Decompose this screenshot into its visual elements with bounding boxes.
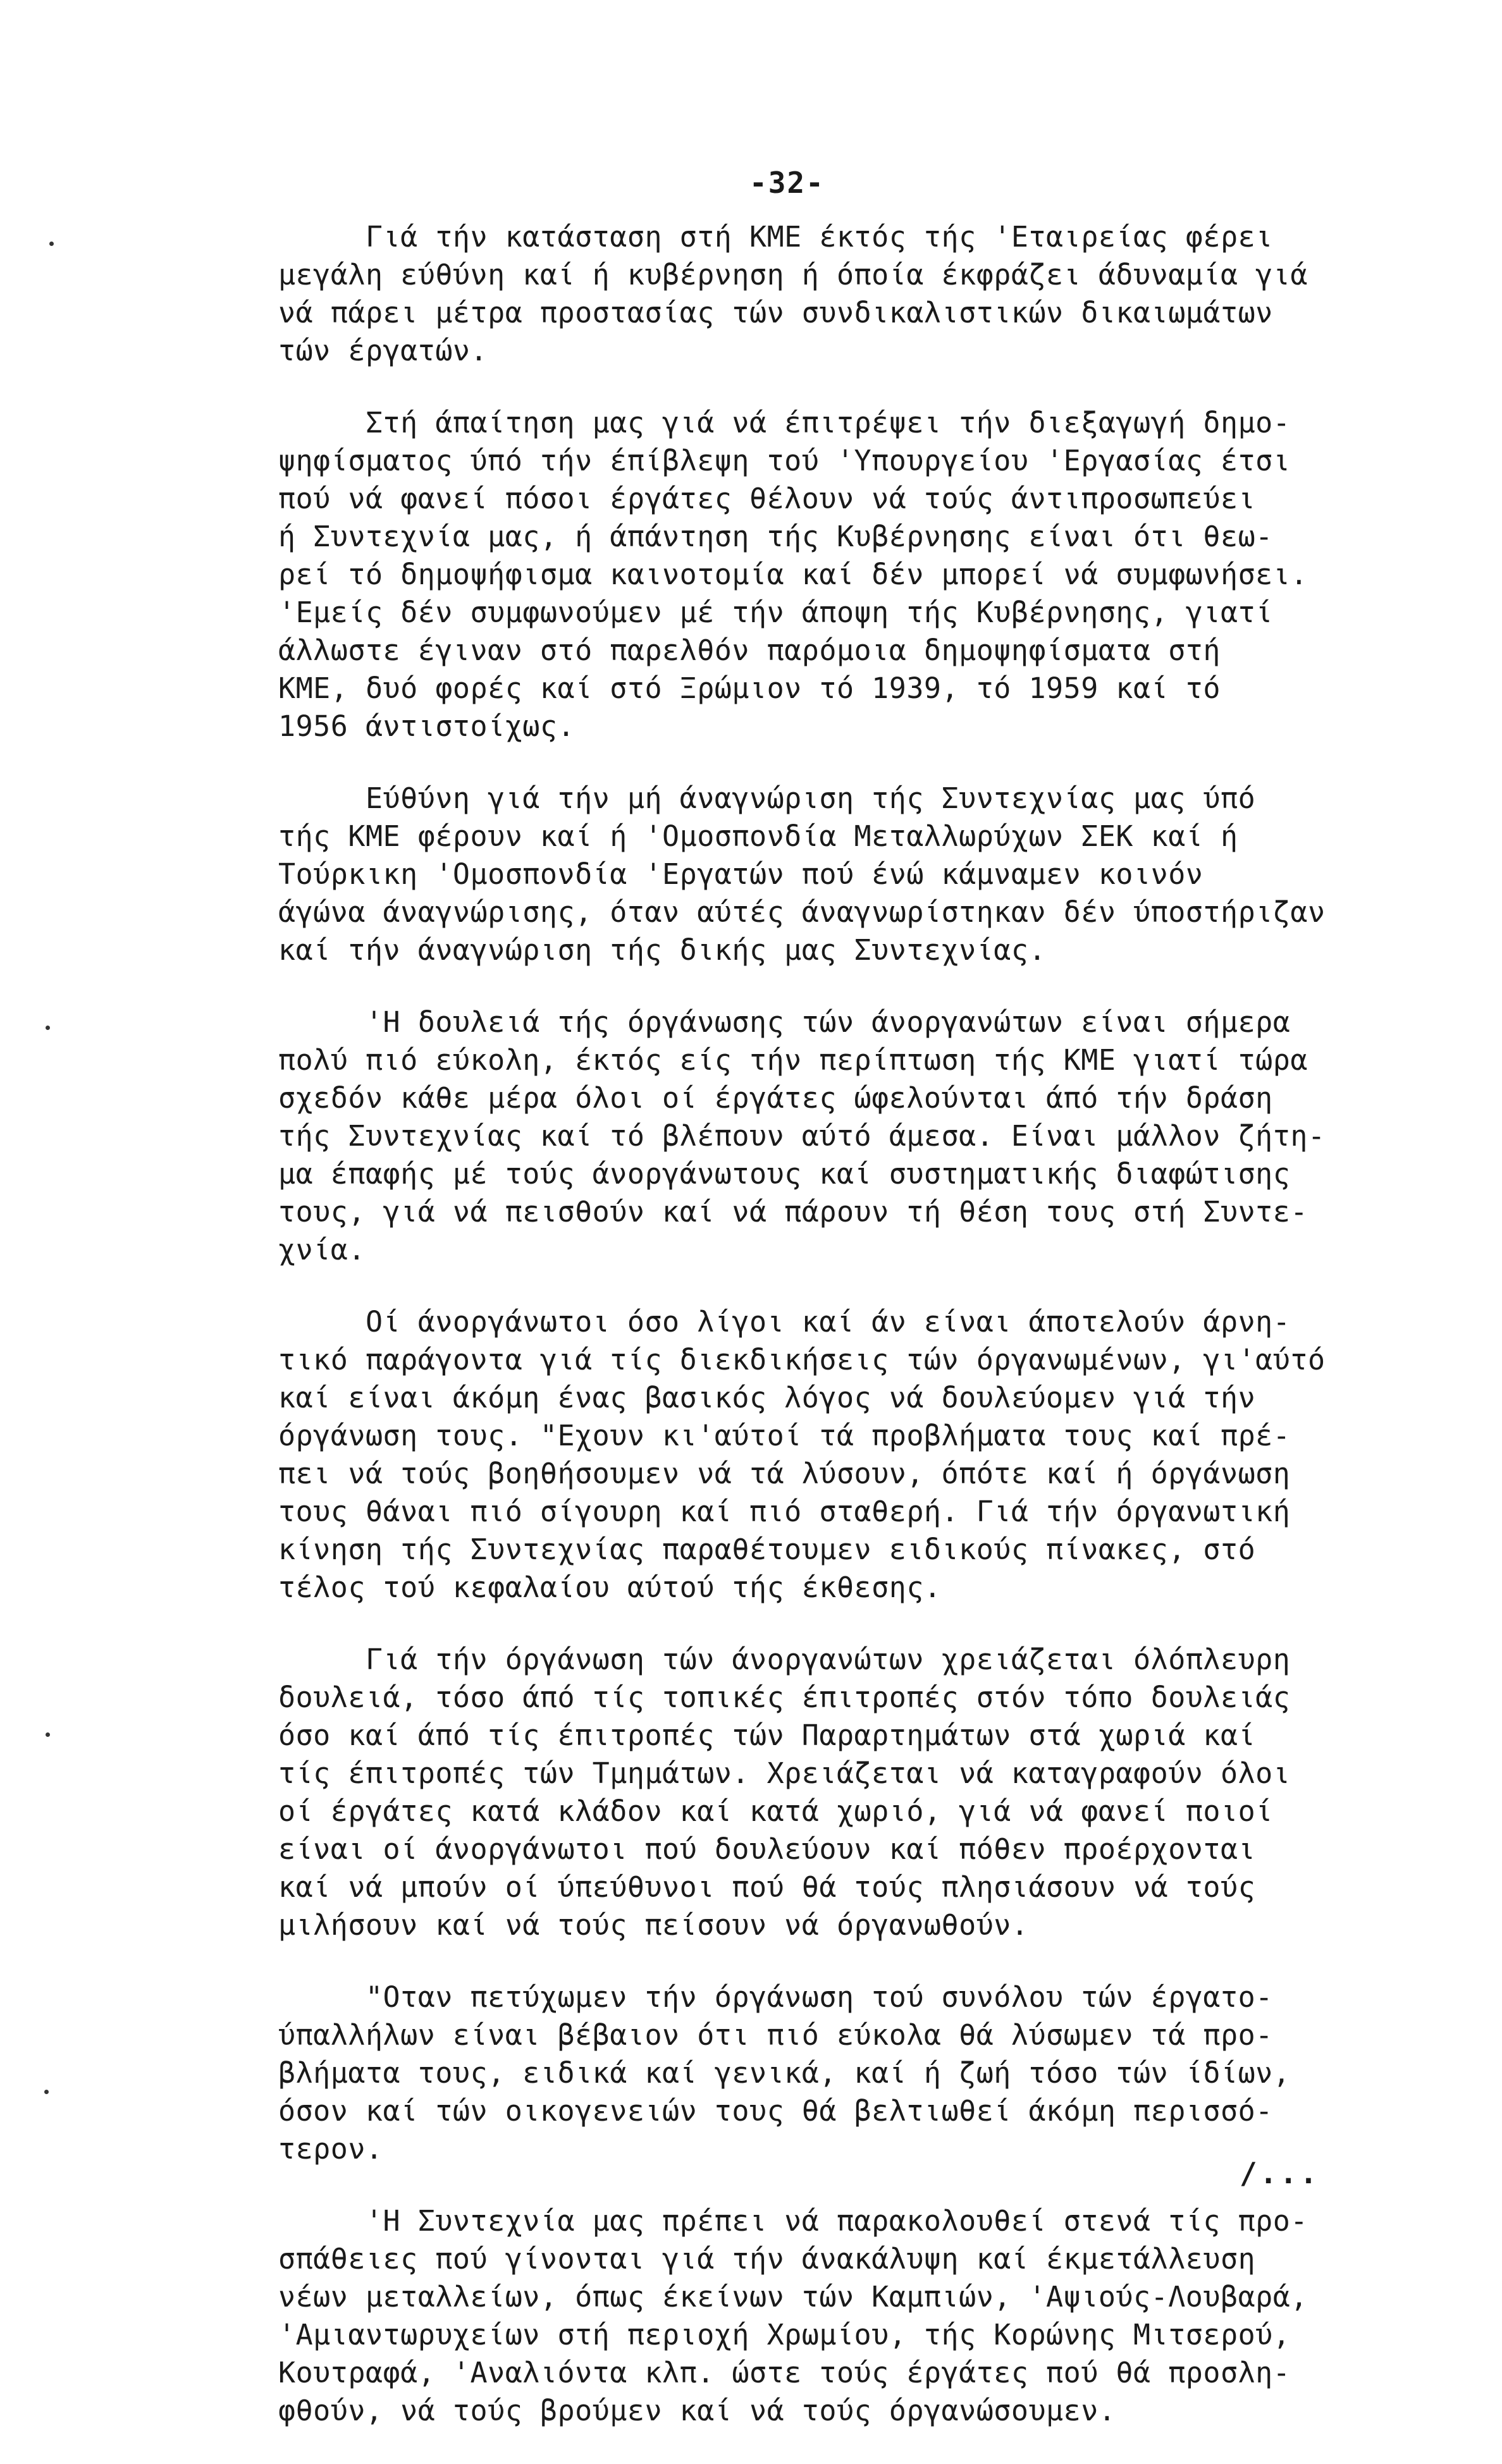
- paragraph: [278, 1003, 1467, 1269]
- paragraph: [278, 1303, 1467, 1607]
- text-line: τέλος τού κεφαλαίου αύτού τής έκθεσης.: [278, 1571, 942, 1604]
- text-line: όσο καί άπό τίς έπιτροπές τών Παραρτημάτων στά χωριά καί: [278, 1719, 1256, 1752]
- page-number: -32-: [749, 166, 825, 200]
- text-line: νέων μεταλλείων, όπως έκείνων τών Καμπιών, 'Αψιούς-Λουβαρά,: [278, 2280, 1308, 2314]
- text-line: οί έργάτες κατά κλάδον καί κατά χωριό, γιά νά φανεί ποιοί: [278, 1794, 1273, 1828]
- paragraph: [278, 780, 1467, 969]
- text-line: κίνηση τής Συντεχνίας παραθέτουμεν ειδικούς πίνακες, στό: [278, 1533, 1256, 1566]
- text-line: Στή άπαίτηση μας γιά νά έπιτρέψει τήν διεξαγωγή δημο-: [278, 406, 1291, 439]
- paragraph: [278, 2202, 1467, 2430]
- scan-speck: [49, 242, 54, 246]
- text-line: τερον.: [278, 2132, 383, 2166]
- text-line: ψηφίσματος ύπό τήν έπίβλεψη τού 'Υπουργείου 'Εργασίας έτσι: [278, 444, 1291, 477]
- document-body: [278, 218, 1467, 2464]
- text-line: πει νά τούς βοηθήσουμεν νά τά λύσουν, όπότε καί ή όργάνωση: [278, 1457, 1291, 1490]
- text-line: Οί άνοργάνωτοι όσο λίγοι καί άν είναι άποτελούν άρνη-: [278, 1305, 1291, 1339]
- text-line: ύπαλλήλων είναι βέβαιον ότι πιό εύκολα θά λύσωμεν τά προ-: [278, 2018, 1273, 2052]
- text-line: πού νά φανεί πόσοι έργάτες θέλουν νά τούς άντιπροσωπεύει: [278, 482, 1256, 515]
- text-line: όργάνωση τους. "Εχουν κι'αύτοί τά προβλήματα τους καί πρέ-: [278, 1419, 1291, 1452]
- text-line: ή Συντεχνία μας, ή άπάντηση τής Κυβέρνησης είναι ότι θεω-: [278, 520, 1273, 553]
- paragraph: [278, 404, 1467, 745]
- text-line: 1956 άντιστοίχως.: [278, 709, 576, 743]
- paragraph: [278, 1641, 1467, 1944]
- text-line: είναι οί άνοργάνωτοι πού δουλεύουν καί πόθεν προέρχονται: [278, 1832, 1256, 1866]
- text-line: 'Η Συντεχνία μας πρέπει νά παρακολουθεί στενά τίς προ-: [278, 2204, 1308, 2238]
- text-line: δουλειά, τόσο άπό τίς τοπικές έπιτροπές στόν τόπο δουλειάς: [278, 1681, 1291, 1714]
- text-line: ΚΜΕ, δυό φορές καί στό Ξρώμιον τό 1939, τό 1959 καί τό: [278, 671, 1221, 705]
- text-line: τους, γιά νά πεισθούν καί νά πάρουν τή θέση τους στή Συντε-: [278, 1195, 1308, 1229]
- text-line: σχεδόν κάθε μέρα όλοι οί έργάτες ώφελούνται άπό τήν δράση: [278, 1081, 1273, 1115]
- text-line: 'Αμιαντωρυχείων στή περιοχή Χρωμίου, τής Κορώνης Μιτσερού,: [278, 2318, 1291, 2351]
- text-line: μιλήσουν καί νά τούς πείσουν νά όργανωθούν.: [278, 1908, 1029, 1942]
- scan-speck: [46, 1732, 50, 1737]
- text-line: άλλωστε έγιναν στό παρελθόν παρόμοια δημοψηφίσματα στή: [278, 634, 1221, 667]
- text-line: καί τήν άναγνώριση τής δικής μας Συντεχνίας.: [278, 933, 1047, 967]
- continuation-mark: /...: [1240, 2156, 1320, 2190]
- scan-speck: [46, 1026, 50, 1030]
- scan-speck: [44, 2090, 49, 2094]
- text-line: Εύθύνη γιά τήν μή άναγνώριση τής Συντεχνίας μας ύπό: [278, 781, 1256, 815]
- text-line: Κουτραφά, 'Αναλιόντα κλπ. ώστε τούς έργάτες πού θά προσλη-: [278, 2356, 1291, 2389]
- text-line: τής Συντεχνίας καί τό βλέπουν αύτό άμεσα. Είναι μάλλον ζήτη-: [278, 1119, 1326, 1153]
- text-line: τής ΚΜΕ φέρουν καί ή 'Ομοσπονδία Μεταλλωρύχων ΣΕΚ καί ή: [278, 819, 1238, 853]
- text-line: ρεί τό δημοψήφισμα καινοτομία καί δέν μπορεί νά συμφωνήσει.: [278, 558, 1308, 591]
- text-line: τίς έπιτροπές τών Τμημάτων. Χρειάζεται νά καταγραφούν όλοι: [278, 1756, 1291, 1790]
- paragraph: [278, 218, 1467, 370]
- text-line: τών έργατών.: [278, 334, 488, 367]
- text-line: άγώνα άναγνώρισης, όταν αύτές άναγνωρίστηκαν δέν ύποστήριζαν: [278, 895, 1326, 929]
- text-line: νά πάρει μέτρα προστασίας τών συνδικαλιστικών δικαιωμάτων: [278, 296, 1273, 329]
- text-line: καί νά μπούν οί ύπεύθυνοι πού θά τούς πλησιάσουν νά τούς: [278, 1870, 1256, 1904]
- text-line: τους θάναι πιό σίγουρη καί πιό σταθερή. Γιά τήν όργανωτική: [278, 1495, 1291, 1528]
- text-line: σπάθειες πού γίνονται γιά τήν άνακάλυψη καί έκμετάλλευση: [278, 2242, 1256, 2276]
- text-line: χνία.: [278, 1233, 366, 1266]
- text-line: 'Η δουλειά τής όργάνωσης τών άνοργανώτων είναι σήμερα: [278, 1005, 1291, 1039]
- text-line: όσον καί τών οικογενειών τους θά βελτιωθεί άκόμη περισσό-: [278, 2094, 1273, 2128]
- text-line: μεγάλη εύθύνη καί ή κυβέρνηση ή όποία έκφράζει άδυναμία γιά: [278, 258, 1308, 291]
- text-line: Γιά τήν κατάσταση στή ΚΜΕ έκτός τής 'Εταιρείας φέρει: [278, 220, 1273, 254]
- text-line: Τούρκικη 'Ομοσπονδία 'Εργατών πού ένώ κάμναμεν κοινόν: [278, 857, 1203, 891]
- text-line: 'Εμείς δέν συμφωνούμεν μέ τήν άποψη τής Κυβέρνησης, γιατί: [278, 596, 1273, 629]
- text-line: τικό παράγοντα γιά τίς διεκδικήσεις τών όργανωμένων, γι'αύτό: [278, 1343, 1326, 1376]
- paragraph: [278, 1978, 1467, 2168]
- text-line: βλήματα τους, ειδικά καί γενικά, καί ή ζωή τόσο τών ίδίων,: [278, 2056, 1291, 2090]
- text-line: καί είναι άκόμη ένας βασικός λόγος νά δουλεύομεν γιά τήν: [278, 1381, 1256, 1414]
- text-line: φθούν, νά τούς βρούμεν καί νά τούς όργανώσουμεν.: [278, 2394, 1116, 2427]
- text-line: μα έπαφής μέ τούς άνοργάνωτους καί συστηματικής διαφώτισης: [278, 1157, 1291, 1191]
- text-line: "Οταν πετύχωμεν τήν όργάνωση τού συνόλου τών έργατο-: [278, 1980, 1273, 2014]
- text-line: Γιά τήν όργάνωση τών άνοργανώτων χρειάζεται όλόπλευρη: [278, 1643, 1291, 1676]
- text-line: πολύ πιό εύκολη, έκτός είς τήν περίπτωση τής ΚΜΕ γιατί τώρα: [278, 1043, 1308, 1077]
